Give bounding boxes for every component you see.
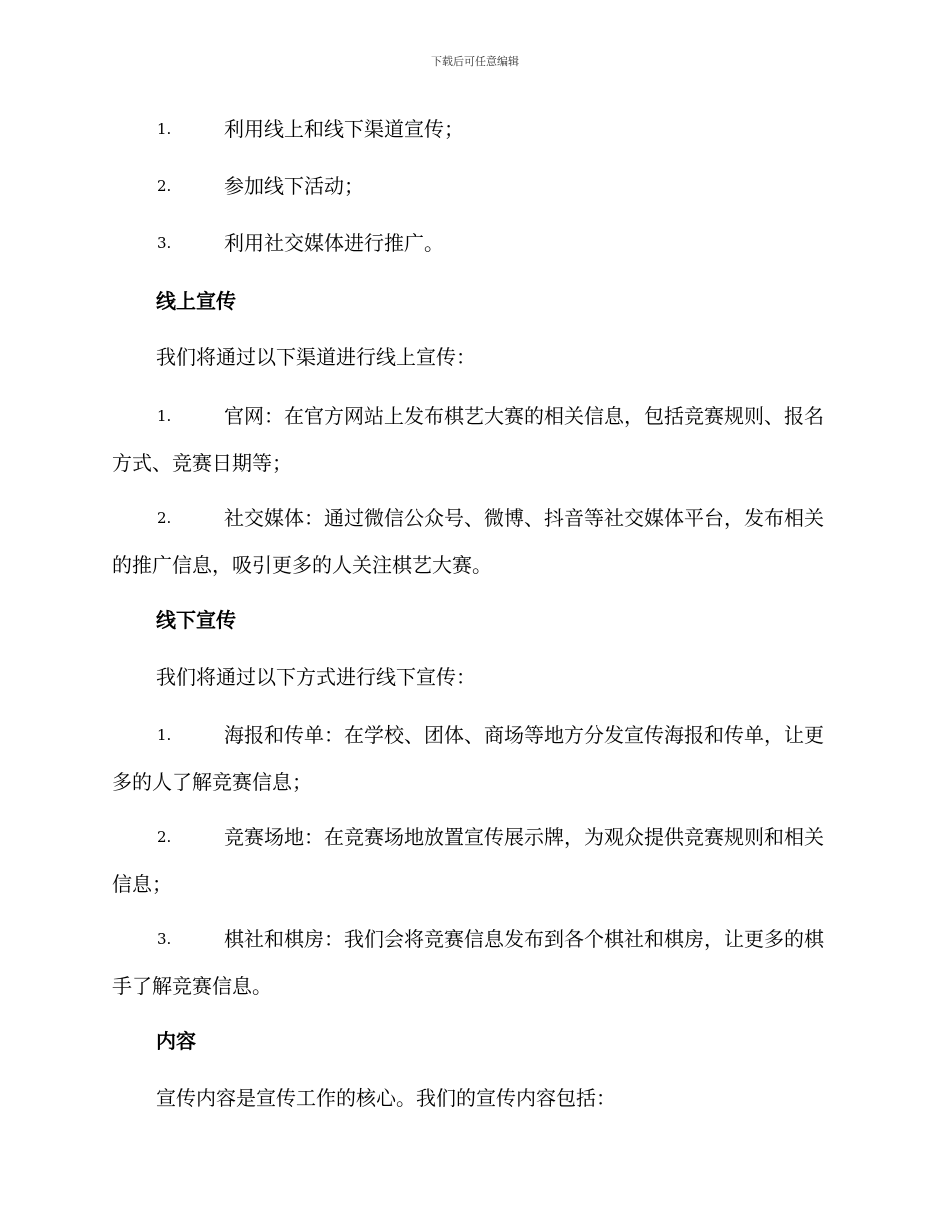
section-lead: 我们将通过以下方式进行线下宣传： <box>156 665 476 689</box>
section-lead: 我们将通过以下渠道进行线上宣传： <box>156 345 476 369</box>
list-number: 1. <box>157 726 172 744</box>
section-heading-offline: 线下宣传 <box>156 608 236 632</box>
list-item-text: 利用社交媒体进行推广。 <box>224 231 444 255</box>
list-number: 3. <box>157 234 172 252</box>
list-number: 1. <box>157 407 172 425</box>
list-item-text: 利用线上和线下渠道宣传； <box>224 117 464 141</box>
list-item <box>112 220 836 267</box>
page-header: 下载后可任意编辑 <box>431 55 519 68</box>
list-number: 3. <box>157 930 172 948</box>
list-item <box>112 393 836 487</box>
list-item-text: 棋社和棋房：我们会将竞赛信息发布到各个棋社和棋房，让更多的棋手了解竞赛信息。 <box>112 927 824 998</box>
list-item <box>112 814 836 908</box>
list-number: 1. <box>157 120 172 138</box>
list-item <box>112 106 836 153</box>
section-lead: 宣传内容是宣传工作的核心。我们的宣传内容包括： <box>156 1086 616 1110</box>
list-item <box>112 712 836 806</box>
list-number: 2. <box>157 177 172 195</box>
list-item <box>112 163 836 210</box>
list-item <box>112 916 836 1010</box>
list-item-text: 官网：在官方网站上发布棋艺大赛的相关信息，包括竞赛规则、报名方式、竞赛日期等； <box>112 404 824 475</box>
list-number: 2. <box>157 509 172 527</box>
section-heading-online: 线上宣传 <box>156 289 236 313</box>
list-number: 2. <box>157 828 172 846</box>
section-heading-content: 内容 <box>156 1029 196 1053</box>
list-item-text: 海报和传单：在学校、团体、商场等地方分发宣传海报和传单，让更多的人了解竞赛信息； <box>112 723 824 794</box>
list-item <box>112 495 836 589</box>
list-item-text: 参加线下活动； <box>224 174 364 198</box>
list-item-text: 社交媒体：通过微信公众号、微博、抖音等社交媒体平台，发布相关的推广信息，吸引更多的人关注棋艺大赛。 <box>112 506 824 577</box>
list-item-text: 竞赛场地：在竞赛场地放置宣传展示牌，为观众提供竞赛规则和相关信息； <box>112 825 824 896</box>
